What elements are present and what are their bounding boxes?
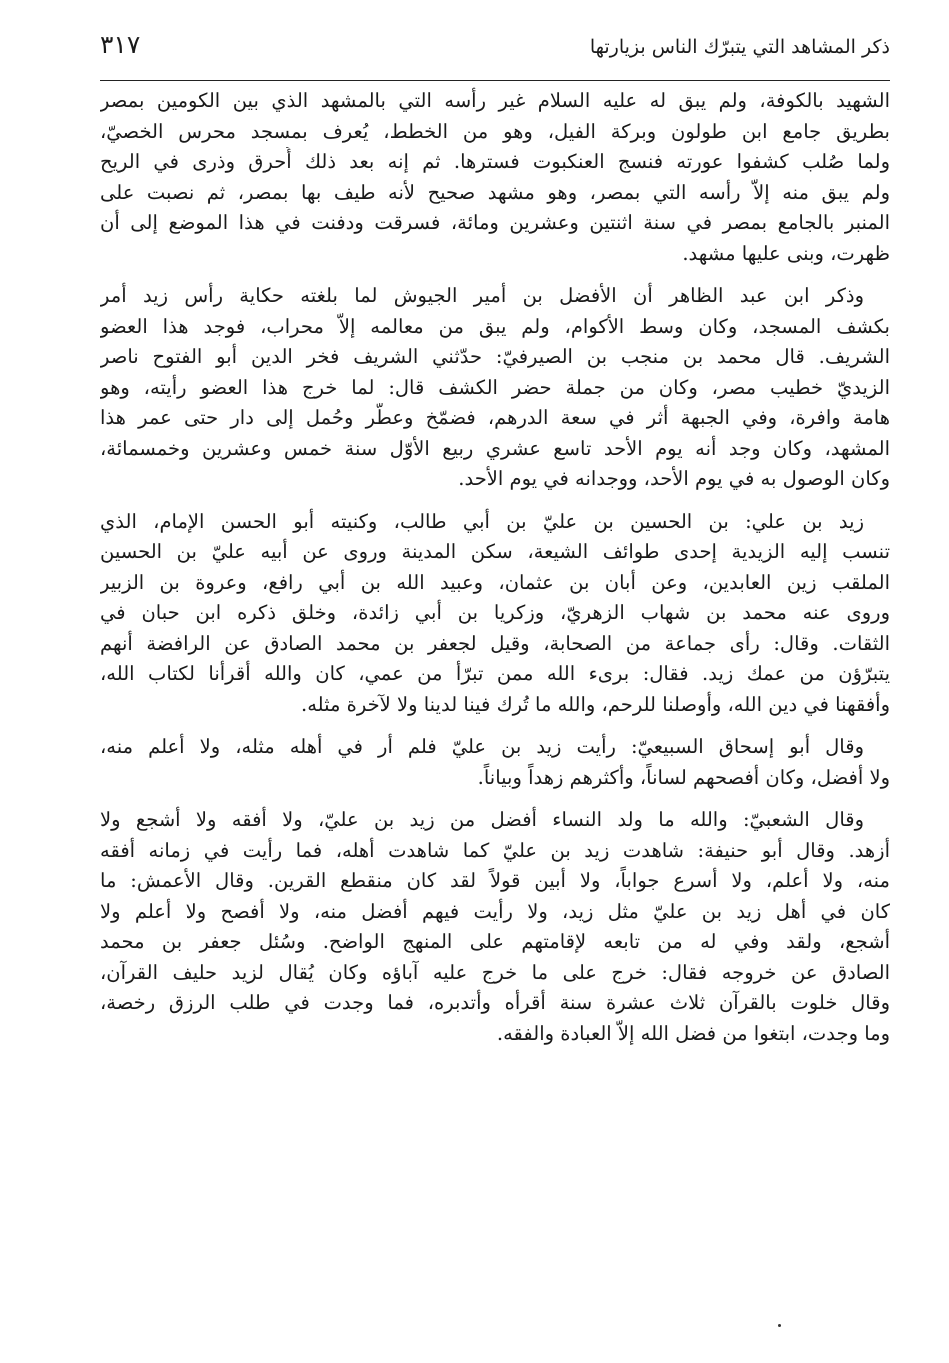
text-line: وكان الوصول به في يوم الأحد، ووجدانه في يوم الأحد. [458,467,890,490]
text-line: المنبر بالجامع بمصر في سنة اثنتين وعشرين ومائة، فسرقت ودفنت في هذا الموضع إلى أن [100,211,890,234]
paragraph [100,86,890,269]
book-page [100,0,890,1363]
header-divider [100,80,890,81]
text-line: وما وجدت، ابتغوا من فضل الله إلاّ العبادة والفقه. [496,1021,890,1045]
text-line: وروى عنه محمد بن شهاب الزهريّ، وزكريا بن أبي زائدة، وخلق ذكره ابن حبان في [100,601,890,624]
text-line: زيد بن علي: بن الحسين بن عليّ بن أبي طالب، وكنيته أبو الحسن الإمام، الذي [100,509,864,533]
text-line: الملقب زين العابدين، وعن أبان بن عثمان، وعبيد الله بن أبي رافع، وعروة بن الزبير [100,570,890,594]
text-line: بطريق جامع ابن طولون وبركة الفيل، وهو من الخطط، يُعرف بمسجد محرس الخصيّ، [100,119,890,143]
text-line: وقال خلوت بالقرآن ثلاث عشرة سنة أقرأه وأتدبره، فما وجدت في طلب الرزق رخصة، [100,991,890,1014]
page-header [100,28,890,76]
text-line: منه، ولا أعلم، ولا أسرع جواباً، ولا أبين قولاً لقد كان منقطع القرين. وقال الأعمش: ما [100,869,890,892]
paragraph [100,732,890,793]
text-line: الثقات. وقال: رأى جماعة من الصحابة، وقيل لجعفر بن محمد الصادق عن الرافضة أنهم [100,631,890,655]
text-line: وقال الشعبيّ: والله ما ولد النساء أفضل من زيد بن عليّ، ولا أفقه ولا أشجع ولا [100,808,864,831]
text-line: المشهد، وكان وجد أنه يوم الأحد تاسع عشري ربيع الأوّل سنة خمس وعشرين وخمسمائة، [100,436,890,460]
text-line: أزهد. وقال أبو حنيفة: شاهدت زيد بن عليّ كما شاهدت أهله، فما رأيت في زمانه أفقه [100,838,890,862]
text-line: وأفقهنا في دين الله، وأوصلنا للرحم، والله ما تُرك فينا لدينا ولا لآخرة مثله. [301,692,890,716]
paragraph [100,507,890,721]
running-title: ذكر المشاهد التي يتبرّك الناس بزيارتها [589,36,890,58]
text-line: ولا أفضل، وكان أفصحهم لساناً، وأكثرهم زهداً وبياناً. [477,765,890,789]
text-line: وقال أبو إسحاق السبيعيّ: رأيت زيد بن عليّ فلم أر في أهله مثله، ولا أعلم منه، [100,735,864,758]
text-line: هامة وافرة، وفي الجبهة أثر في سعة الدرهم، فضمّخ وعطّر وحُمل إلى دار حتى عمر هذا [100,406,890,429]
text-line: الزيديّ خطيب مصر، وكان من جملة حضر الكشف قال: لما خرج هذا العضو رأيته، وهو [100,375,890,399]
text-line: الشهيد بالكوفة، ولم يبق له عليه السلام غير رأسه التي بالمشهد الذي بين الكومين بمصر [100,89,890,112]
paragraph [100,281,890,495]
text-line: تنسب إليه الزيدية إحدى طوائف الشيعة، سكن المدينة وروى عن أبيه عليّ بن الحسين [100,540,890,563]
page-number: ٣١٧ [100,30,141,59]
text-line: ولم يبق منه إلاّ رأسه التي بمصر، وهو مشهد صحيح لأنه طيف بها بمصر، ثم نصبت على [100,180,890,204]
scan-speck [778,1324,781,1327]
text-line: الصادق عن خروجه فقال: خرج على ما خرج عليه آباؤه وكان يُقال لزيد حليف القرآن، [100,960,890,984]
text-line: وذكر ابن عبد الظاهر أن الأفضل بن أمير الجيوش لما بلغته حكاية رأس زيد أمر [100,284,864,307]
text-line: الشريف. قال محمد بن منجب بن الصيرفيّ: حدّثني الشريف فخر الدين أبو الفتوح ناصر [100,345,890,368]
text-line: يتبرّؤن من عمك زيد. فقال: برىء الله ممن تبرّأ من عمي، كان والله أقرأنا لكتاب الله، [100,662,890,685]
text-line: أشجع، ولقد وفي له من تابعه لإقامتهم على المنهج الواضح. وسُئل جعفر بن محمد [100,930,890,953]
text-line: ولما صُلب كشفوا عورته فنسج العنكبوت فسترها. ثم إنه بعد ذلك أُحرق وذرى في الريح [100,150,890,173]
paragraph [100,805,890,1049]
text-line: كان في أهل زيد بن عليّ مثل زيد، ولا رأيت فيهم أفضل منه، ولا أفصح ولا أعلم ولا [100,899,890,923]
body-text [100,86,890,1061]
text-line: بكشف المسجد، وكان وسط الأكوام، ولم يبق من معالمه إلاّ محراب، فوجد هذا العضو [100,314,890,338]
text-line: ظهرت، وبنى عليها مشهد. [682,241,890,265]
